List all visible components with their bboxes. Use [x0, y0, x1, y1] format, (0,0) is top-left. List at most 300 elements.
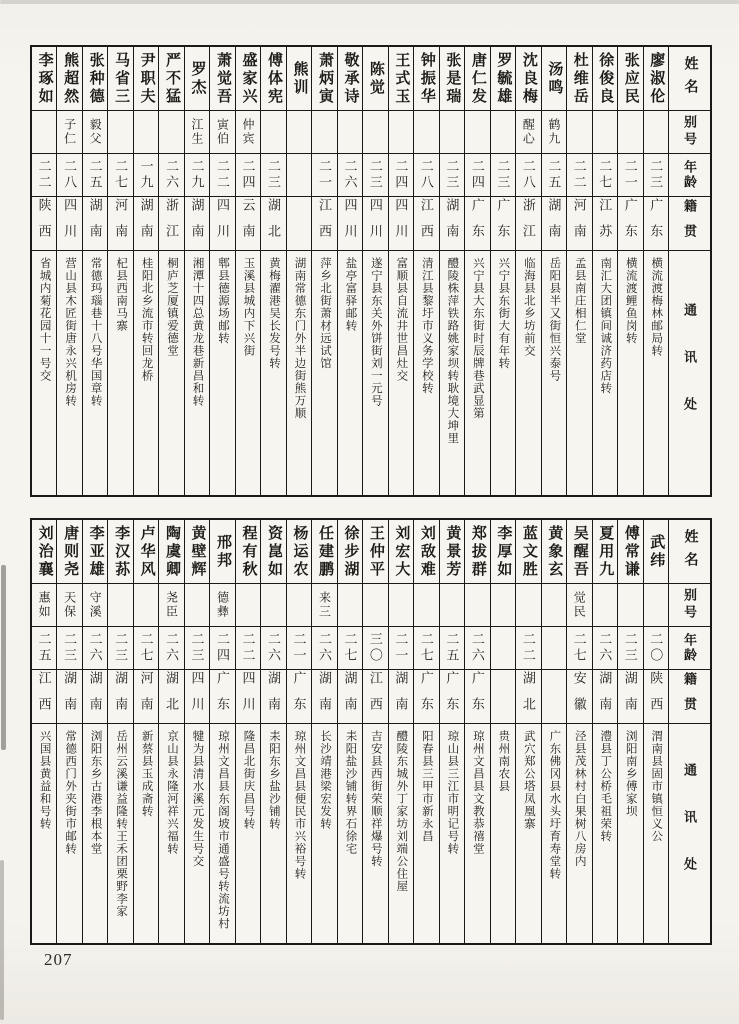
- name-cell: [312, 520, 336, 584]
- name-cell: [644, 47, 668, 111]
- header-alias-label: 别号: [682, 115, 697, 149]
- entry-column: [592, 520, 617, 943]
- origin-cell: [593, 197, 617, 251]
- address-cell: [236, 251, 260, 495]
- address-text: 横流渡梅林邮局转: [650, 257, 663, 357]
- address-cell: [491, 724, 515, 943]
- name-cell: [414, 47, 438, 111]
- age-cell: [236, 154, 260, 197]
- entry-column: [362, 47, 387, 495]
- entry-columns: [32, 520, 668, 943]
- age-text: 二五: [87, 159, 103, 191]
- name-text: 熊超然: [62, 51, 79, 106]
- origin-text: 陕西: [648, 670, 664, 723]
- name-cell: [644, 520, 668, 584]
- origin-text: 湖南: [265, 670, 281, 723]
- age-text: 二六: [265, 632, 281, 664]
- entry-column: [643, 520, 668, 943]
- name-cell: [440, 520, 464, 584]
- name-text: 杜维岳: [571, 51, 588, 106]
- name-cell: [363, 520, 387, 584]
- entry-column: [32, 520, 56, 943]
- age-text: 二三: [189, 632, 205, 664]
- name-text: 李厚如: [495, 524, 512, 579]
- origin-cell: [159, 670, 183, 724]
- entry-column: [82, 47, 107, 495]
- age-cell: [57, 154, 81, 197]
- entry-column: [158, 520, 183, 943]
- address-cell: [389, 251, 413, 495]
- age-cell: [261, 627, 285, 670]
- alias-text: 来三: [317, 591, 332, 619]
- address-text: 湘潭十四总黄龙巷新昌和转: [191, 257, 204, 407]
- origin-cell: [134, 670, 158, 724]
- origin-cell: [261, 670, 285, 724]
- origin-cell: [32, 670, 56, 724]
- age-text: 二四: [215, 632, 231, 664]
- entry-column: [388, 47, 413, 495]
- origin-cell: [312, 197, 336, 251]
- scan-artifact: [0, 0, 739, 4]
- address-text: 横流渡鲤鱼岗转: [624, 257, 637, 345]
- entry-column: [56, 47, 81, 495]
- name-cell: [108, 520, 132, 584]
- age-cell: [644, 627, 668, 670]
- address-text: 郫县德源场邮转: [217, 257, 230, 345]
- origin-text: 四川: [62, 197, 78, 250]
- age-text: 二九: [189, 159, 205, 191]
- address-cell: [593, 724, 617, 943]
- name-cell: [338, 520, 362, 584]
- name-cell: [465, 520, 489, 584]
- alias-text: 天保: [62, 591, 77, 619]
- name-text: 萧觉吾: [215, 51, 232, 106]
- origin-text: 浙江: [520, 197, 536, 250]
- origin-cell: [108, 670, 132, 724]
- alias-cell: [134, 584, 158, 627]
- origin-text: 湖南: [393, 670, 409, 723]
- age-cell: [210, 627, 234, 670]
- alias-cell: [108, 584, 132, 627]
- entry-column: [490, 520, 515, 943]
- origin-cell: [363, 197, 387, 251]
- name-cell: [593, 47, 617, 111]
- origin-cell: [414, 197, 438, 251]
- name-text: 王仲平: [367, 524, 384, 579]
- address-cell: [236, 724, 260, 943]
- origin-text: 湖南: [189, 197, 205, 250]
- entry-column: [566, 47, 591, 495]
- entry-column: [439, 47, 464, 495]
- age-text: 三〇: [367, 632, 383, 664]
- header-age: [669, 627, 710, 670]
- header-column: [668, 520, 710, 943]
- age-text: 二三: [113, 632, 129, 664]
- address-text: 南汇大团镇间诚济药店转: [599, 257, 612, 395]
- entry-column: [184, 47, 209, 495]
- address-text: 醴陵东城外丁家坊刘端公住屋: [395, 730, 408, 893]
- entry-column: [643, 47, 668, 495]
- address-text: 琼州文昌县文教恭禧堂: [471, 730, 484, 855]
- age-text: 二一: [316, 159, 332, 191]
- address-cell: [210, 724, 234, 943]
- origin-text: 湖南: [444, 197, 460, 250]
- name-text: 傅常谦: [622, 524, 639, 579]
- address-text: 琼山县三江市明记号转: [446, 730, 459, 855]
- age-text: 二六: [469, 632, 485, 664]
- age-cell: [32, 154, 56, 197]
- address-cell: [491, 251, 515, 495]
- header-address: [669, 251, 710, 495]
- age-text: 二六: [342, 159, 358, 191]
- age-cell: [210, 154, 234, 197]
- alias-cell: [108, 111, 132, 154]
- entry-column: [490, 47, 515, 495]
- address-cell: [644, 724, 668, 943]
- origin-cell: [57, 197, 81, 251]
- age-text: 二四: [393, 159, 409, 191]
- age-text: 二三: [265, 159, 281, 191]
- address-cell: [542, 724, 566, 943]
- origin-text: 河南: [113, 197, 129, 250]
- origin-cell: [236, 670, 260, 724]
- origin-cell: [516, 197, 540, 251]
- entry-column: [617, 520, 642, 943]
- address-cell: [159, 251, 183, 495]
- origin-cell: [644, 670, 668, 724]
- age-cell: [159, 154, 183, 197]
- address-text: 广东佛冈县水头圩育寿堂转: [548, 730, 561, 880]
- age-text: 二一: [291, 632, 307, 664]
- origin-text: 广东: [215, 670, 231, 723]
- age-cell: [185, 154, 209, 197]
- header-origin: [669, 197, 710, 251]
- entry-column: [209, 47, 234, 495]
- age-text: 二三: [648, 159, 664, 191]
- name-cell: [287, 520, 311, 584]
- name-text: 盛家兴: [240, 51, 257, 106]
- header-age-label: 年龄: [682, 633, 697, 663]
- name-cell: [363, 47, 387, 111]
- name-cell: [465, 47, 489, 111]
- age-text: 二八: [520, 159, 536, 191]
- page-number: 207: [44, 950, 73, 969]
- age-text: 二五: [546, 159, 562, 191]
- name-cell: [389, 520, 413, 584]
- entry-column: [286, 47, 311, 495]
- age-text: 二三: [444, 159, 460, 191]
- alias-cell: [440, 111, 464, 154]
- address-cell: [312, 251, 336, 495]
- name-cell: [159, 47, 183, 111]
- age-text: 二二: [520, 632, 536, 664]
- age-text: 二七: [342, 632, 358, 664]
- origin-text: 广东: [469, 197, 485, 250]
- address-cell: [465, 724, 489, 943]
- age-text: 二三: [367, 159, 383, 191]
- header-alias: [669, 111, 710, 154]
- address-text: 渭南县固市镇恒义公: [650, 730, 663, 843]
- origin-text: 广东: [418, 670, 434, 723]
- origin-text: 四川: [189, 670, 205, 723]
- alias-cell: [516, 584, 540, 627]
- name-text: 汤鸣: [546, 60, 563, 97]
- address-text: 常德西门外夹街市邮转: [64, 730, 77, 855]
- alias-cell: [389, 584, 413, 627]
- age-cell: [491, 154, 515, 197]
- origin-cell: [338, 670, 362, 724]
- age-text: 二五: [444, 632, 460, 664]
- name-text: 王式玉: [393, 51, 410, 106]
- entry-columns: [32, 47, 668, 495]
- entry-column: [158, 47, 183, 495]
- age-text: 二四: [240, 159, 256, 191]
- address-text: 盐亭富驿邮转: [344, 257, 357, 332]
- origin-cell: [440, 197, 464, 251]
- entry-column: [541, 520, 566, 943]
- address-cell: [185, 251, 209, 495]
- age-text: 二一: [393, 632, 409, 664]
- entry-column: [388, 520, 413, 943]
- entry-column: [260, 520, 285, 943]
- entry-column: [82, 520, 107, 943]
- alias-cell: [261, 584, 285, 627]
- name-text: 罗毓雄: [495, 51, 512, 106]
- alias-text: 尧臣: [164, 591, 179, 619]
- origin-cell: [312, 670, 336, 724]
- header-alias-label: 别号: [682, 588, 697, 622]
- header-column: [668, 47, 710, 495]
- name-text: 李汉荪: [113, 524, 130, 579]
- name-cell: [236, 520, 260, 584]
- name-text: 钟振华: [418, 51, 435, 106]
- address-cell: [338, 724, 362, 943]
- alias-cell: [644, 111, 668, 154]
- origin-cell: [567, 670, 591, 724]
- address-text: 新蔡县玉成斋转: [140, 730, 153, 818]
- alias-cell: [618, 584, 642, 627]
- name-text: 萧炳寅: [316, 51, 333, 106]
- origin-text: 广东: [291, 670, 307, 723]
- name-text: 邢邦: [215, 533, 232, 570]
- entry-column: [515, 47, 540, 495]
- alias-cell: [567, 111, 591, 154]
- name-cell: [491, 520, 515, 584]
- alias-cell: [83, 584, 107, 627]
- name-cell: [185, 520, 209, 584]
- entry-column: [566, 520, 591, 943]
- age-cell: [363, 627, 387, 670]
- name-text: 刘宏大: [393, 524, 410, 579]
- header-name: [669, 520, 710, 584]
- address-cell: [516, 724, 540, 943]
- alias-cell: [644, 584, 668, 627]
- directory-table-top: [30, 45, 712, 497]
- alias-cell: [542, 584, 566, 627]
- address-cell: [287, 724, 311, 943]
- alias-cell: [491, 584, 515, 627]
- age-cell: [108, 627, 132, 670]
- name-text: 张种德: [87, 51, 104, 106]
- alias-text: 守溪: [88, 591, 103, 619]
- address-cell: [108, 724, 132, 943]
- age-cell: [389, 154, 413, 197]
- alias-cell: [465, 111, 489, 154]
- name-cell: [83, 520, 107, 584]
- alias-cell: [593, 584, 617, 627]
- name-cell: [32, 520, 56, 584]
- name-text: 张是瑞: [444, 51, 461, 106]
- name-cell: [108, 47, 132, 111]
- address-text: 贵州南农县: [497, 730, 510, 793]
- age-text: 二七: [113, 159, 129, 191]
- age-cell: [593, 154, 617, 197]
- address-text: 武穴郑公塔凤凰寨: [522, 730, 535, 830]
- origin-cell: [593, 670, 617, 724]
- origin-cell: [363, 670, 387, 724]
- origin-text: 江西: [36, 670, 52, 723]
- address-text: 遂宁县东关外饼街刘一元号: [369, 257, 382, 407]
- age-cell: [567, 627, 591, 670]
- origin-text: 四川: [393, 197, 409, 250]
- age-text: 二〇: [648, 632, 664, 664]
- name-cell: [542, 47, 566, 111]
- name-text: 陈觉: [367, 60, 384, 97]
- origin-cell: [465, 197, 489, 251]
- address-cell: [83, 251, 107, 495]
- address-cell: [363, 251, 387, 495]
- origin-cell: [465, 670, 489, 724]
- entry-column: [337, 520, 362, 943]
- age-cell: [185, 627, 209, 670]
- origin-cell: [210, 197, 234, 251]
- origin-text: 湖南: [597, 670, 613, 723]
- address-cell: [83, 724, 107, 943]
- age-text: 二六: [164, 632, 180, 664]
- entry-column: [362, 520, 387, 943]
- origin-cell: [516, 670, 540, 724]
- name-cell: [542, 520, 566, 584]
- origin-text: 湖南: [62, 670, 78, 723]
- alias-cell: [491, 111, 515, 154]
- origin-cell: [57, 670, 81, 724]
- origin-cell: [618, 670, 642, 724]
- origin-cell: [159, 197, 183, 251]
- name-text: 卢华风: [138, 524, 155, 579]
- header-address: [669, 724, 710, 943]
- address-cell: [57, 251, 81, 495]
- address-text: 琼州文昌县东阁坡市通盛号转流坊村: [217, 730, 230, 930]
- alias-cell: [363, 584, 387, 627]
- header-name: [669, 47, 710, 111]
- age-cell: [57, 627, 81, 670]
- entry-column: [107, 520, 132, 943]
- address-cell: [567, 724, 591, 943]
- origin-text: 湖北: [164, 670, 180, 723]
- age-cell: [32, 627, 56, 670]
- alias-cell: [312, 111, 336, 154]
- address-cell: [159, 724, 183, 943]
- origin-text: 云南: [240, 197, 256, 250]
- address-text: 阳春县三甲市新永昌: [420, 730, 433, 843]
- name-cell: [389, 47, 413, 111]
- origin-text: 浙江: [164, 197, 180, 250]
- age-cell: [287, 154, 311, 197]
- alias-cell: [414, 584, 438, 627]
- name-text: 黄壁辉: [189, 524, 206, 579]
- address-text: 桐庐芝厦镇爱德堂: [166, 257, 179, 357]
- origin-cell: [338, 197, 362, 251]
- name-text: 程有秋: [240, 524, 257, 579]
- origin-text: 广东: [444, 670, 460, 723]
- entry-column: [617, 47, 642, 495]
- origin-cell: [287, 197, 311, 251]
- name-cell: [491, 47, 515, 111]
- age-cell: [491, 627, 515, 670]
- address-text: 泾县茂林村白果树八房内: [573, 730, 586, 868]
- name-text: 唐则尧: [62, 524, 79, 579]
- header-alias: [669, 584, 710, 627]
- name-cell: [261, 47, 285, 111]
- header-name-label: 姓名: [682, 528, 698, 575]
- alias-text: 仲宾: [241, 118, 255, 146]
- entry-column: [464, 520, 489, 943]
- origin-cell: [185, 670, 209, 724]
- address-cell: [542, 251, 566, 495]
- name-cell: [210, 520, 234, 584]
- age-text: 二三: [622, 632, 638, 664]
- origin-cell: [83, 670, 107, 724]
- entry-column: [32, 47, 56, 495]
- origin-text: 湖北: [520, 670, 536, 723]
- alias-cell: [440, 584, 464, 627]
- alias-cell: [57, 584, 81, 627]
- origin-cell: [32, 197, 56, 251]
- alias-cell: [287, 111, 311, 154]
- address-text: 萍乡北街萧材远试馆: [318, 257, 331, 370]
- alias-cell: [338, 111, 362, 154]
- origin-text: 江苏: [597, 197, 613, 250]
- alias-cell: [32, 111, 56, 154]
- entry-column: [184, 520, 209, 943]
- origin-cell: [83, 197, 107, 251]
- age-cell: [134, 627, 158, 670]
- name-text: 吴醒吾: [571, 524, 588, 579]
- address-text: 富顺县自流井世昌灶交: [395, 257, 408, 382]
- entry-column: [439, 520, 464, 943]
- address-cell: [389, 724, 413, 943]
- address-cell: [465, 251, 489, 495]
- name-text: 廖淑伦: [648, 51, 665, 106]
- address-cell: [414, 251, 438, 495]
- scan-artifact: [0, 860, 4, 1020]
- alias-cell: [83, 111, 107, 154]
- name-cell: [159, 520, 183, 584]
- age-text: 二三: [495, 159, 511, 191]
- origin-cell: [389, 670, 413, 724]
- address-text: 京山县永隆河祥兴福转: [166, 730, 179, 855]
- age-text: 二三: [62, 632, 78, 664]
- header-name-label: 姓名: [682, 55, 698, 102]
- alias-text: 惠如: [37, 591, 52, 619]
- address-text: 岳阳县半又街恒兴泰号: [548, 257, 561, 382]
- age-cell: [338, 627, 362, 670]
- age-text: 一九: [138, 159, 154, 191]
- entry-column: [515, 520, 540, 943]
- entry-column: [464, 47, 489, 495]
- address-text: 孟县南庄相仁堂: [573, 257, 586, 345]
- address-cell: [644, 251, 668, 495]
